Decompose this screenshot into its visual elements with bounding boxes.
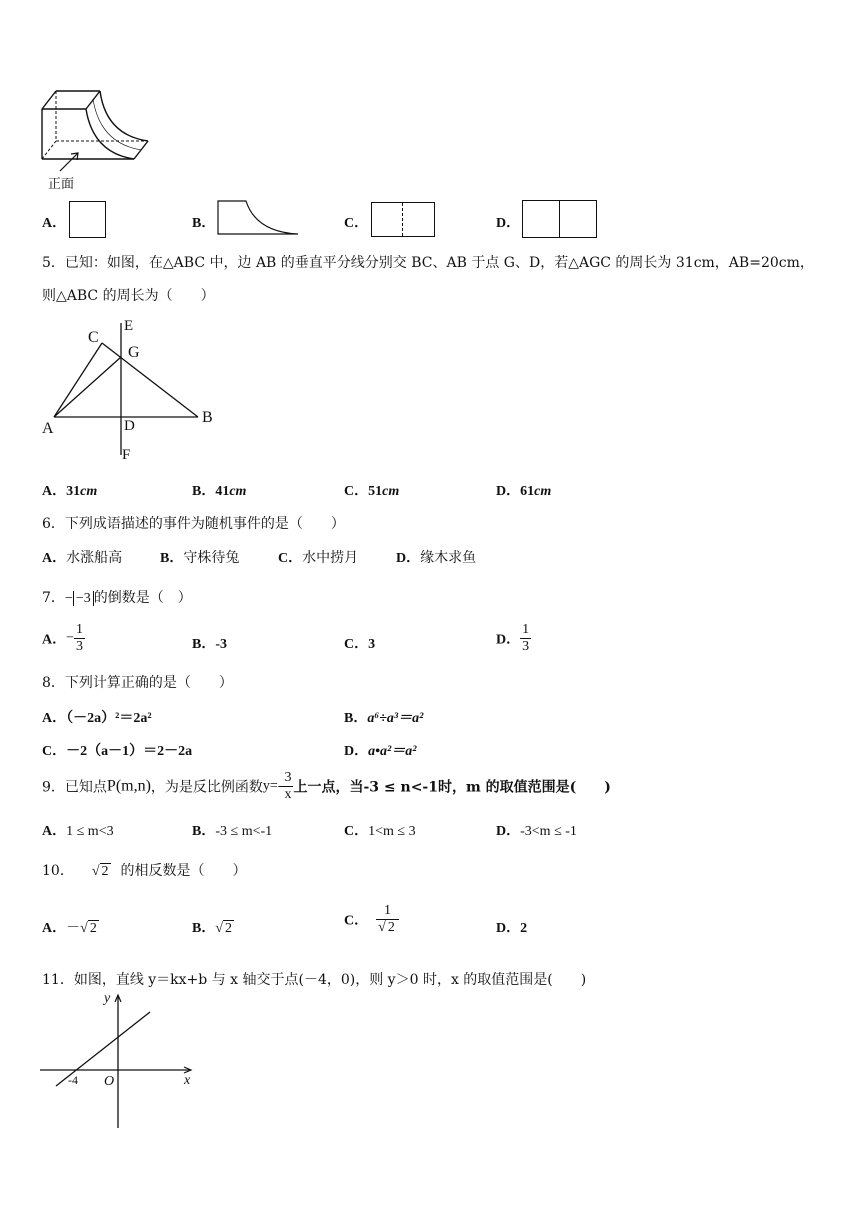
q4-figure-caption: 正面 — [48, 177, 75, 192]
q6-stem: 6．下列成语描述的事件为随机事件的是（ ） — [42, 516, 345, 532]
q8-option-d[interactable]: D．a•a²＝a² — [344, 744, 417, 759]
q9-option-c[interactable]: C．1<m ≤ 3 — [344, 824, 416, 839]
q11-label-origin: O — [104, 1074, 115, 1089]
q7-option-b[interactable]: B．-3 — [192, 637, 228, 652]
q5-option-d[interactable]: D．61cm — [496, 484, 552, 499]
q5-label-b: B — [202, 409, 213, 426]
q10-option-b[interactable]: B．√ 2 — [192, 921, 233, 936]
q5-label-a: A — [42, 420, 54, 437]
q4-option-b-view — [216, 198, 306, 238]
q6-option-c[interactable]: C．水中捞月 — [278, 550, 359, 566]
q11-label-y: y — [104, 991, 111, 1006]
q5-label-f: F — [122, 447, 131, 463]
q6-option-b[interactable]: B．守株待兔 — [160, 550, 240, 566]
q9-option-d[interactable]: D．-3<m ≤ -1 — [496, 824, 577, 839]
q8-option-b[interactable]: B．a⁶÷a³＝a² — [344, 711, 424, 726]
q4-option-d-view — [522, 200, 597, 238]
q11-label-x: x — [184, 1073, 191, 1088]
q10-option-d[interactable]: D．2 — [496, 921, 528, 936]
q9-option-b[interactable]: B．-3 ≤ m<-1 — [192, 824, 273, 839]
q7-option-c[interactable]: C．3 — [344, 637, 376, 652]
q10-stem: 10． √ 2 的相反数是（ ） — [42, 863, 247, 879]
q6-option-a[interactable]: A．水涨船高 — [42, 550, 123, 566]
q8-stem: 8．下列计算正确的是（ ） — [42, 675, 233, 691]
q5-label-c: C — [88, 329, 99, 346]
q9-option-a[interactable]: A．1 ≤ m<3 — [42, 824, 114, 839]
q4-option-a-label[interactable]: A． — [42, 216, 67, 231]
q5-label-e: E — [124, 318, 134, 334]
q7-option-d[interactable]: D． $\frac{1}{3}$ — [496, 622, 530, 654]
q4-option-a-view — [69, 201, 106, 238]
q9-stem: 9．已知点P(m,n)，为是反比例函数y=- $\frac{3}{x}$ 上一点，当-3 ≤ n<-1时，m 的取值范围是( ) — [42, 770, 611, 802]
q5-label-g: G — [128, 344, 140, 361]
q4-option-c-label[interactable]: C． — [344, 216, 369, 231]
q5-option-b[interactable]: B．41cm — [192, 484, 247, 499]
q5-label-d: D — [124, 418, 135, 434]
q5-stem-line1: 5．已知：如图，在△ABC 中，边 AB 的垂直平分线分别交 BC、AB 于点 G、D，若△AGC 的周长为 31cm，AB=20cm， — [42, 255, 814, 271]
q5-triangle-figure — [40, 315, 240, 465]
q8-option-c[interactable]: C．－2（a－1）＝2－2a — [42, 744, 193, 759]
q4-option-d-label[interactable]: D． — [496, 216, 521, 231]
q11-graph — [40, 990, 210, 1130]
q5-option-a[interactable]: A．31cm — [42, 484, 98, 499]
q7-option-a[interactable]: A．− $\frac{1}{3}$ — [42, 622, 84, 654]
q11-label-minus4: -4 — [68, 1073, 78, 1087]
q4-option-c-view — [371, 202, 435, 237]
q10-option-c[interactable]: C． $\frac{1}{√ 2}$ — [344, 903, 399, 936]
q5-option-c[interactable]: C．51cm — [344, 484, 400, 499]
q10-option-a[interactable]: A．－√ 2 — [42, 921, 97, 936]
q6-option-d[interactable]: D．缘木求鱼 — [396, 550, 477, 566]
q7-stem: 7．− −3 的倒数是（ ） — [42, 590, 192, 606]
q11-stem: 11．如图，直线 y＝kx+b 与 x 轴交于点(－4，0)，则 y＞0 时，x 的取值范围是( ) — [42, 972, 587, 988]
q5-stem-line2: 则△ABC 的周长为（ ） — [42, 288, 215, 304]
q8-option-a[interactable]: A．（－2a）²＝2a² — [42, 711, 152, 726]
q4-option-b-label[interactable]: B． — [192, 216, 216, 231]
